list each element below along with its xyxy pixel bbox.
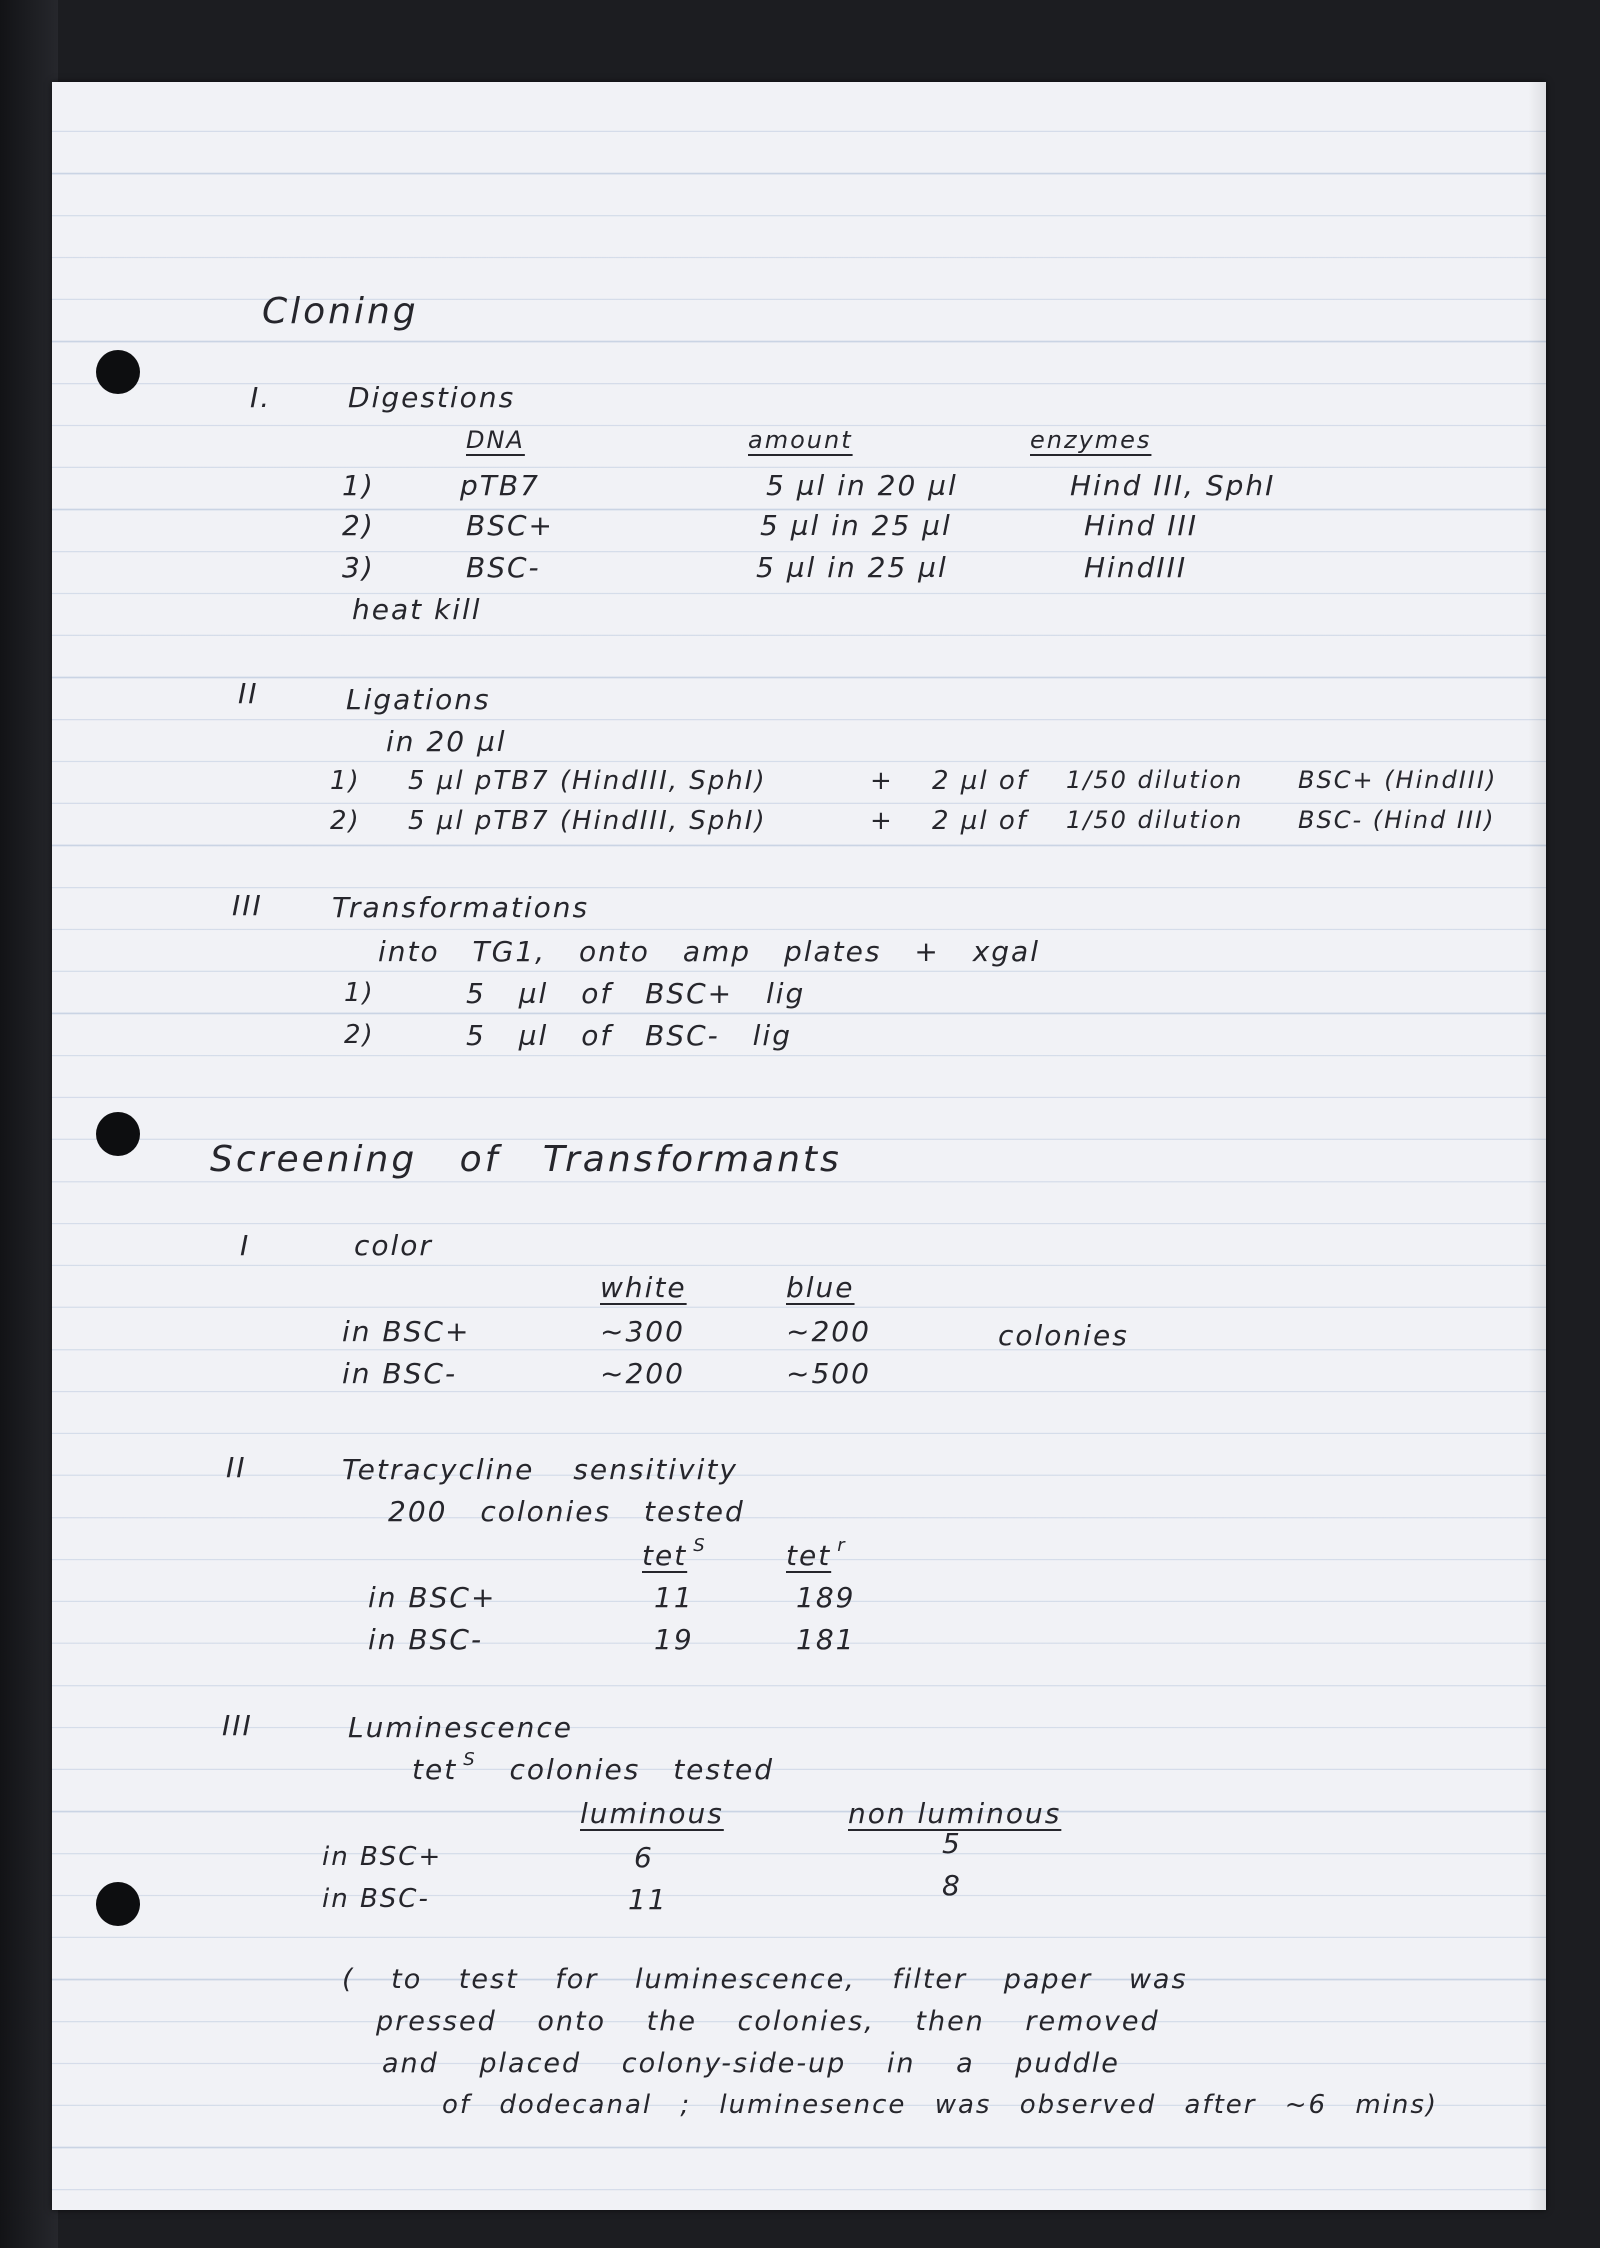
- digestions-heading: Digestions: [348, 381, 516, 414]
- ligation-vector: BSC+ (HindIII): [1298, 766, 1498, 794]
- luminescence-heading: Luminescence: [348, 1711, 573, 1744]
- col-white-header: white: [600, 1271, 687, 1304]
- luminous-count: 6: [634, 1841, 654, 1874]
- tet-resistant-count: 181: [796, 1623, 856, 1656]
- row-label: in BSC-: [342, 1357, 458, 1390]
- digestions-numeral: I.: [250, 381, 272, 414]
- ligation-amount: 2 µl of: [932, 806, 1028, 836]
- non-luminous-count: 8: [942, 1869, 962, 1902]
- tet-resistant-count: 189: [796, 1581, 856, 1614]
- enzymes-cell: Hind III: [1084, 509, 1199, 542]
- ligations-volume: in 20 µl: [386, 725, 507, 758]
- row-label: in BSC-: [368, 1623, 484, 1656]
- non-luminous-count: 5: [942, 1827, 962, 1860]
- col-luminous-header: luminous: [580, 1797, 724, 1830]
- tetracycline-numeral: II: [226, 1451, 247, 1484]
- dna-cell: BSC+: [466, 509, 554, 542]
- color-numeral: I: [240, 1229, 251, 1262]
- col-enzymes-header: enzymes: [1030, 426, 1152, 454]
- row-number: 1): [342, 469, 375, 502]
- tet-sensitive-count: 11: [654, 1581, 694, 1614]
- luminescence-sub: tet $^S$ colonies tested: [412, 1749, 774, 1786]
- row-number: 3): [342, 551, 375, 584]
- row-label: in BSC+: [322, 1842, 443, 1872]
- row-label: in BSC+: [342, 1315, 471, 1348]
- row-label: in BSC+: [368, 1581, 497, 1614]
- amount-cell: 5 µl in 25 µl: [756, 551, 948, 584]
- blue-count: ~200: [786, 1315, 871, 1348]
- row-number: 2): [344, 1020, 375, 1050]
- notebook-page: [52, 82, 1546, 2210]
- tetracycline-sub: 200 colonies tested: [388, 1495, 745, 1528]
- transformation-text: 5 µl of BSC+ lig: [466, 977, 806, 1010]
- ligations-heading: Ligations: [346, 683, 491, 716]
- row-number: 2): [342, 509, 375, 542]
- blue-count: ~500: [786, 1357, 871, 1390]
- luminous-count: 11: [628, 1883, 668, 1916]
- amount-cell: 5 µl in 20 µl: [766, 469, 958, 502]
- transformations-heading: Transformations: [332, 891, 590, 924]
- enzymes-cell: HindIII: [1084, 551, 1188, 584]
- binder-hole-middle: [96, 1112, 140, 1156]
- page-edge-shadow: [1528, 82, 1546, 2210]
- white-count: ~300: [600, 1315, 685, 1348]
- binder-hole-bottom: [96, 1882, 140, 1926]
- note-line: ( to test for luminescence, filter paper was: [342, 1964, 1188, 1995]
- col-amount-header: amount: [748, 426, 853, 454]
- note-line: pressed onto the colonies, then removed: [376, 2006, 1160, 2037]
- heat-kill-note: heat kill: [352, 593, 482, 626]
- tet-sensitive-count: 19: [654, 1623, 694, 1656]
- dna-cell: BSC-: [466, 551, 541, 584]
- ligation-dilution: 1/50 dilution: [1066, 766, 1244, 794]
- screening-title: Screening of Transformants: [210, 1139, 842, 1180]
- transformations-numeral: III: [232, 889, 263, 922]
- ligation-insert: 5 µl pTB7 (HindIII, SphI): [408, 806, 767, 836]
- tetracycline-heading: Tetracycline sensitivity: [342, 1453, 738, 1486]
- note-line: of dodecanal ; luminesence was observed after ~6 mins): [442, 2090, 1439, 2120]
- row-number: 2): [330, 806, 361, 836]
- row-label: in BSC-: [322, 1884, 430, 1914]
- col-tet-sensitive-header: tet $^S$: [642, 1535, 707, 1572]
- dna-cell: pTB7: [460, 469, 540, 502]
- enzymes-cell: Hind III, SphI: [1070, 469, 1276, 502]
- col-tet-resistant-header: tet $^r$: [786, 1535, 847, 1572]
- ligations-numeral: II: [238, 677, 259, 710]
- col-non-luminous-header: non luminous: [848, 1797, 1062, 1830]
- ligation-insert: 5 µl pTB7 (HindIII, SphI): [408, 766, 767, 796]
- col-blue-header: blue: [786, 1271, 855, 1304]
- ligation-vector: BSC- (Hind III): [1298, 806, 1496, 834]
- binder-hole-top: [96, 350, 140, 394]
- transformations-conditions: into TG1, onto amp plates + xgal: [378, 935, 1040, 968]
- ligation-amount: 2 µl of: [932, 766, 1028, 796]
- white-count: ~200: [600, 1357, 685, 1390]
- row-number: 1): [330, 766, 361, 796]
- amount-cell: 5 µl in 25 µl: [760, 509, 952, 542]
- color-heading: color: [354, 1229, 433, 1262]
- plus-sign: +: [870, 766, 894, 796]
- note-line: and placed colony-side-up in a puddle: [382, 2048, 1120, 2079]
- row-number: 1): [344, 978, 375, 1008]
- ligation-dilution: 1/50 dilution: [1066, 806, 1244, 834]
- colonies-unit: colonies: [998, 1319, 1129, 1352]
- scanner-backdrop: [0, 0, 58, 2248]
- col-dna-header: DNA: [466, 426, 525, 454]
- page-title: Cloning: [262, 291, 419, 332]
- plus-sign: +: [870, 806, 894, 836]
- luminescence-numeral: III: [222, 1709, 253, 1742]
- transformation-text: 5 µl of BSC- lig: [466, 1019, 792, 1052]
